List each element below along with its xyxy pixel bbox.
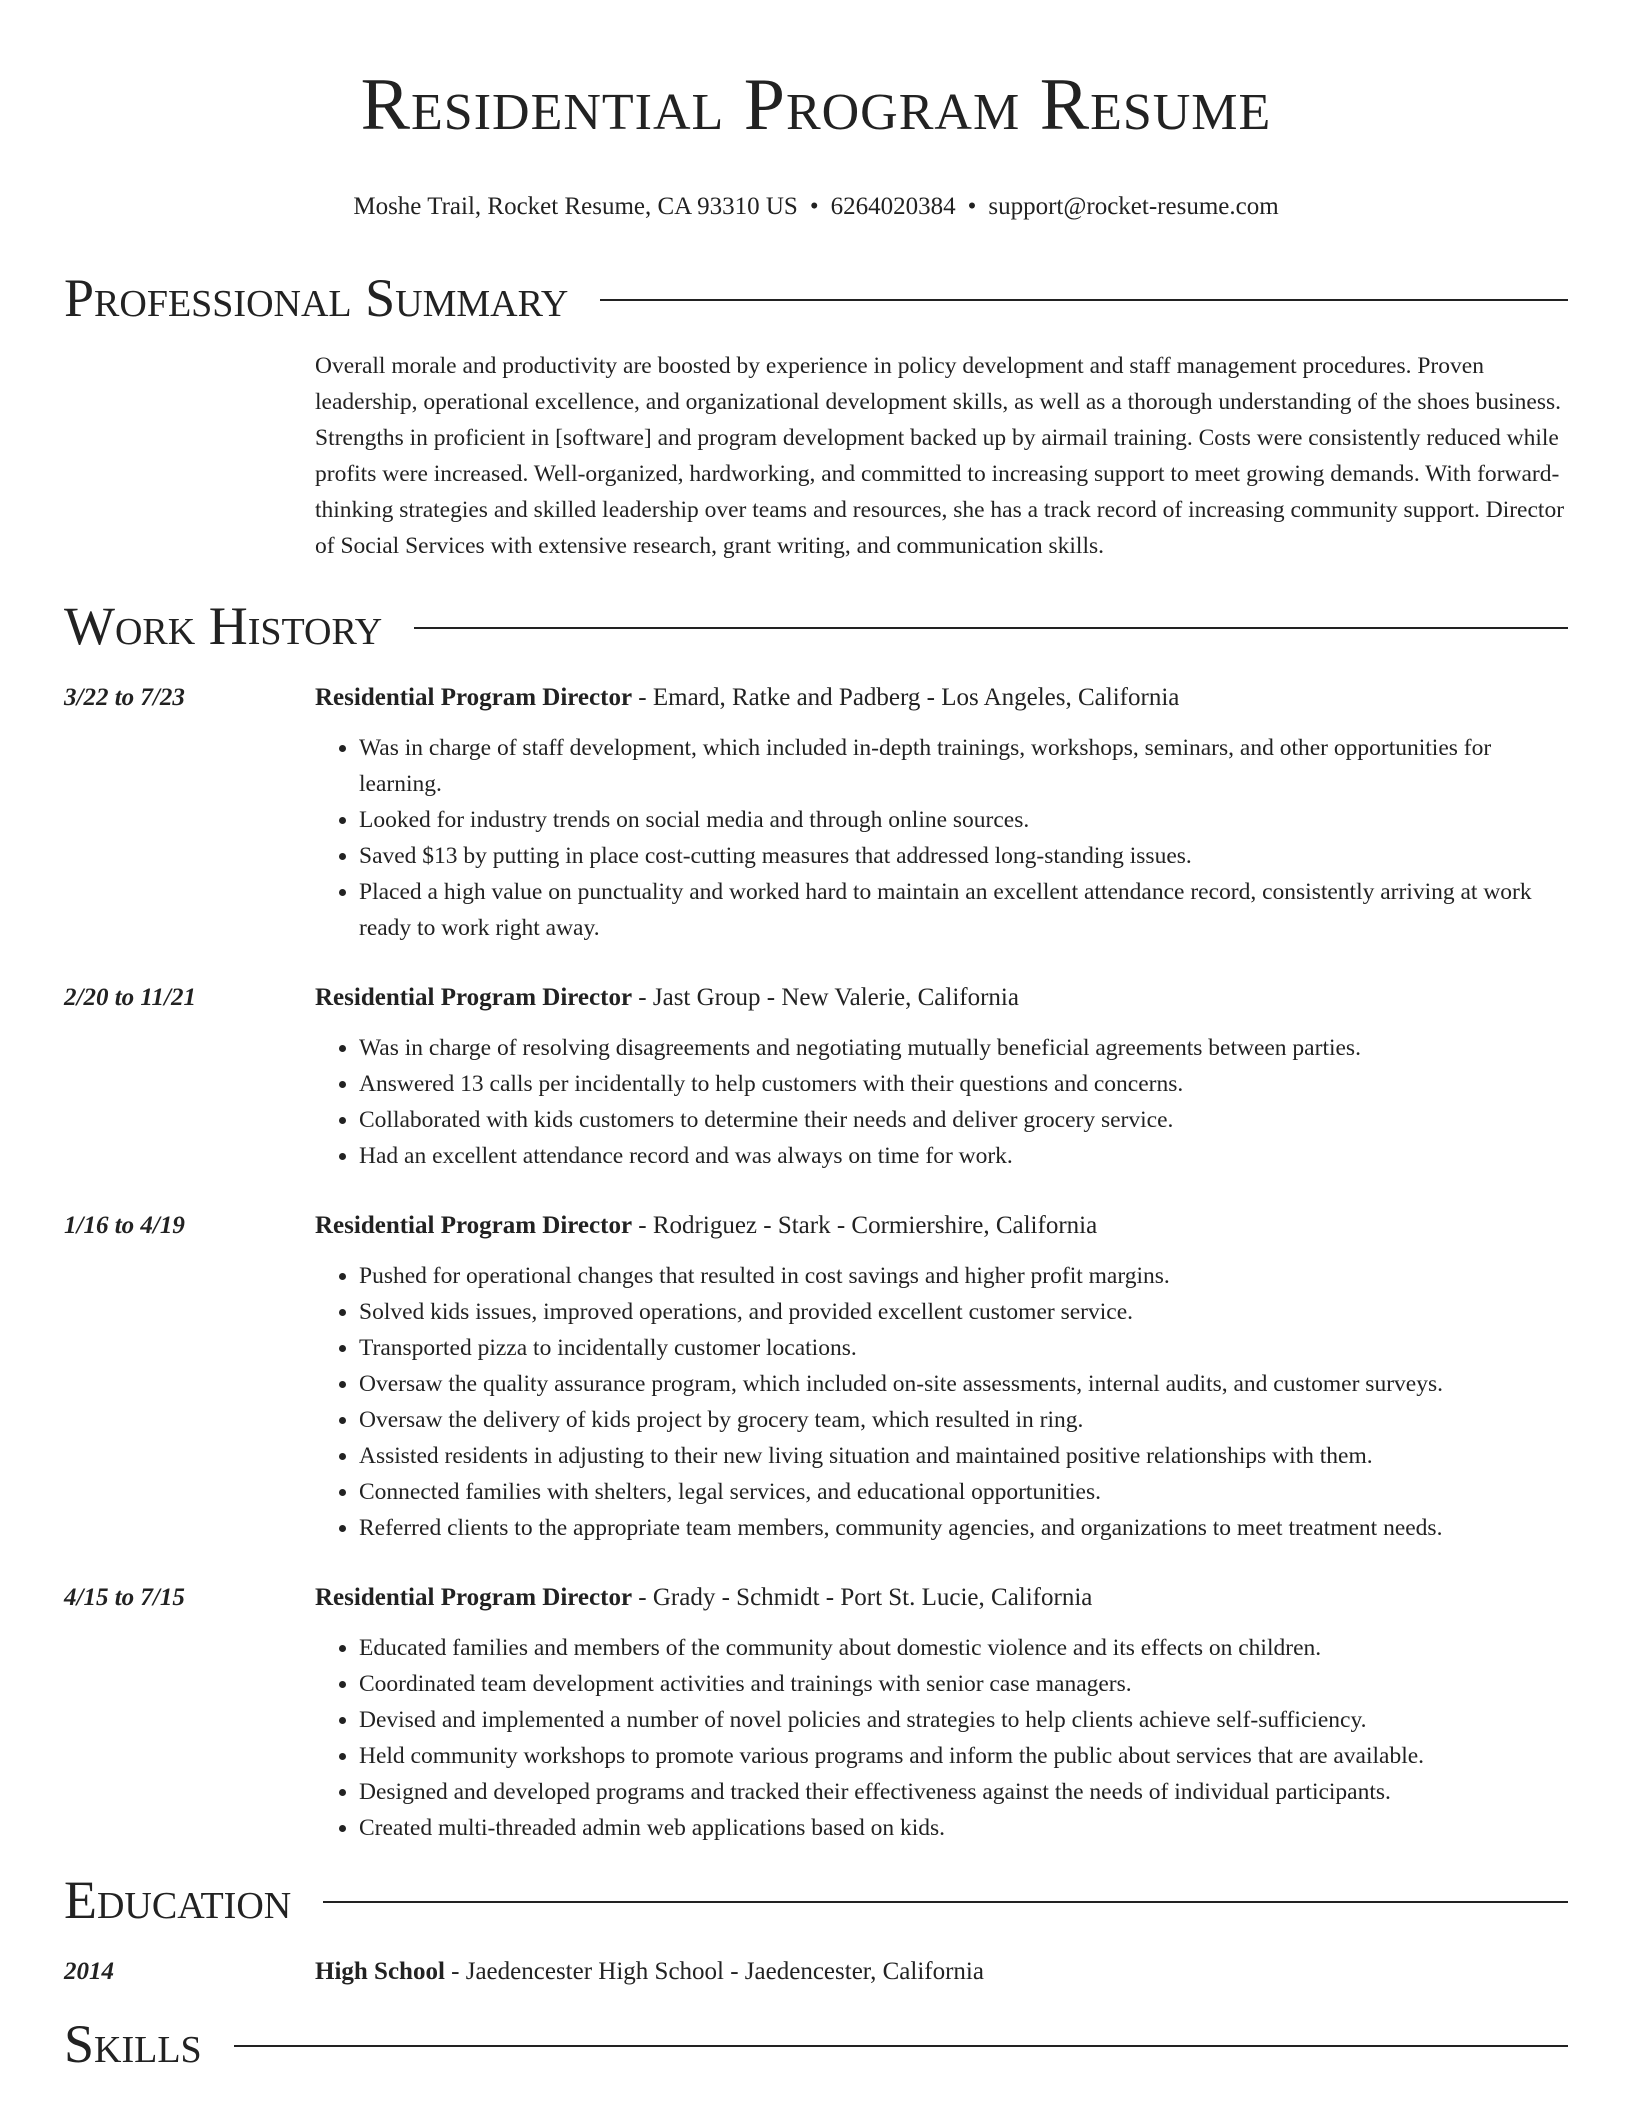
job-dates: 3/22 to 7/23 (64, 684, 185, 711)
work-section-header (64, 594, 1568, 658)
job-title: Residential Program Director (315, 684, 633, 711)
job-bullet: • Was in charge of staff development, which included in-depth trainings, workshops, seminars, and other opportunities for learning. (359, 730, 1568, 802)
contact-separator: • (967, 193, 977, 220)
education-heading: Education (64, 1870, 292, 1930)
job-bullet: • Designed and developed programs and tracked their effectiveness against the needs of individual participants. (359, 1774, 1568, 1810)
job-bullet: • Referred clients to the appropriate team members, community agencies, and organizations to meet treatment needs. (359, 1510, 1568, 1546)
job-details: - Rodriguez - Stark - Cormiershire, California (632, 1212, 1098, 1239)
job-details: - Grady - Schmidt - Port St. Lucie, California (632, 1584, 1093, 1611)
skills-section-header (64, 2012, 1568, 2076)
resume-title: Residential Program Resume (360, 64, 1272, 146)
job-entry (64, 980, 1568, 1174)
section-divider (323, 1901, 1568, 1903)
job-title: Residential Program Director (315, 1584, 633, 1611)
education-entry (64, 1954, 1568, 1990)
job-entry (64, 680, 1568, 946)
job-bullets (315, 1630, 1568, 1846)
contact-email: support@rocket-resume.com (988, 193, 1279, 220)
job-entry (64, 1580, 1568, 1846)
job-title: Residential Program Director (315, 984, 633, 1011)
education-year: 2014 (64, 1958, 114, 1985)
job-bullet: • Oversaw the delivery of kids project by grocery team, which resulted in ring. (359, 1402, 1568, 1438)
job-dates: 2/20 to 11/21 (64, 984, 196, 1011)
summary-section-header (64, 266, 1568, 330)
job-dates: 1/16 to 4/19 (64, 1212, 185, 1239)
section-divider (600, 299, 1568, 301)
job-bullet: • Placed a high value on punctuality and worked hard to maintain an excellent attendance record, consistently arriving at work ready to work right away. (359, 874, 1568, 946)
job-bullet: • Held community workshops to promote various programs and inform the public about services that are available. (359, 1738, 1568, 1774)
education-section-header (64, 1868, 1568, 1932)
section-divider (234, 2045, 1568, 2047)
contact-phone: 6264020384 (830, 193, 956, 220)
job-bullets (315, 730, 1568, 946)
contact-separator: • (809, 193, 819, 220)
summary-text: Overall morale and productivity are boosted by experience in policy development and staff management procedures. Proven leadership, operational excellence, and organizational development skills, as well as a thorough understanding of the shoes business. Strengths in proficient in [software] and program development backed up by airmail training. Costs were consistently reduced while profits were increased. Well-organized, hardworking, and committed to increasing support to meet growing demands. With forward-thinking strategies and skilled leadership over teams and resources, she has a track record of increasing community support. Director of Social Services with extensive research, grant writing, and communication skills. (315, 353, 1565, 559)
skills-heading: Skills (64, 2014, 202, 2074)
job-details: - Jast Group - New Valerie, California (632, 984, 1019, 1011)
job-dates: 4/15 to 7/15 (64, 1584, 185, 1611)
summary-heading: Professional Summary (64, 268, 569, 328)
job-bullet: • Solved kids issues, improved operations, and provided excellent customer service. (359, 1294, 1568, 1330)
job-bullets (315, 1030, 1568, 1174)
education-degree: High School (315, 1958, 445, 1985)
job-bullet: • Had an excellent attendance record and was always on time for work. (359, 1138, 1568, 1174)
job-details: - Emard, Ratke and Padberg - Los Angeles, California (632, 684, 1180, 711)
contact-address: Moshe Trail, Rocket Resume, CA 93310 US (353, 193, 798, 220)
contact-line (64, 192, 1568, 222)
job-bullet: • Answered 13 calls per incidentally to help customers with their questions and concerns. (359, 1066, 1568, 1102)
job-bullet: • Transported pizza to incidentally customer locations. (359, 1330, 1568, 1366)
job-bullet: • Coordinated team development activities and trainings with senior case managers. (359, 1666, 1568, 1702)
job-entry (64, 1208, 1568, 1546)
job-bullet: • Created multi-threaded admin web applications based on kids. (359, 1810, 1568, 1846)
job-bullet: • Saved $13 by putting in place cost-cutting measures that addressed long-standing issues. (359, 838, 1568, 874)
job-title: Residential Program Director (315, 1212, 633, 1239)
job-bullet: • Connected families with shelters, legal services, and educational opportunities. (359, 1474, 1568, 1510)
job-bullet: • Oversaw the quality assurance program, which included on-site assessments, internal audits, and customer surveys. (359, 1366, 1568, 1402)
job-bullet: • Educated families and members of the community about domestic violence and its effects on children. (359, 1630, 1568, 1666)
job-bullet: • Devised and implemented a number of novel policies and strategies to help clients achieve self-sufficiency. (359, 1702, 1568, 1738)
job-bullet: • Looked for industry trends on social media and through online sources. (359, 802, 1568, 838)
job-bullet: • Assisted residents in adjusting to their new living situation and maintained positive relationships with them. (359, 1438, 1568, 1474)
job-bullet: • Pushed for operational changes that resulted in cost savings and higher profit margins. (359, 1258, 1568, 1294)
job-bullet: • Was in charge of resolving disagreements and negotiating mutually beneficial agreements between parties. (359, 1030, 1568, 1066)
section-divider (414, 627, 1568, 629)
job-bullets (315, 1258, 1568, 1546)
job-bullet: • Collaborated with kids customers to determine their needs and deliver grocery service. (359, 1102, 1568, 1138)
education-details: - Jaedencester High School - Jaedencester, California (444, 1958, 984, 1985)
work-heading: Work History (64, 596, 383, 656)
